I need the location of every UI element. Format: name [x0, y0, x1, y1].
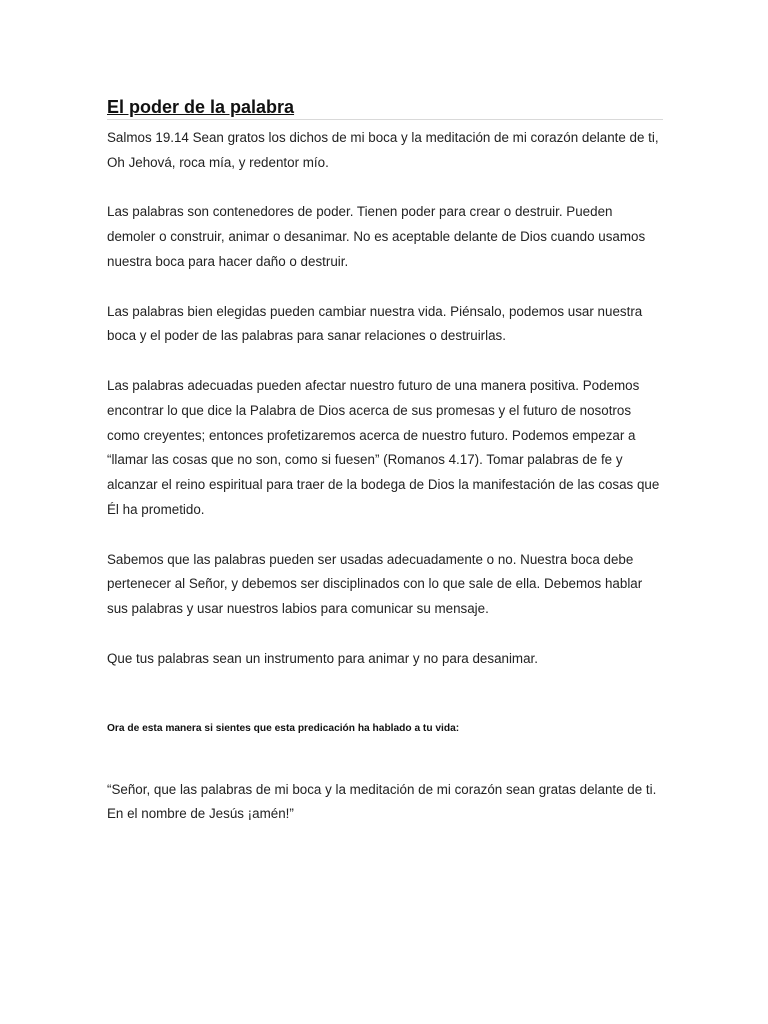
document-page — [107, 96, 663, 852]
paragraph-containers-of-power: Las palabras son contenedores de poder. Tienen poder para crear o destruir. Pueden demoler o construir, animar o desanimar. No es aceptable delante de Dios cuando usamos nuestra boca para hacer daño o destruir. — [107, 204, 646, 269]
paragraph-scripture: Salmos 19.14 Sean gratos los dichos de mi boca y la meditación de mi corazón delante de ti, Oh Jehová, roca mía, y redentor mío. — [107, 130, 659, 170]
prayer-text: “Señor, que las palabras de mi boca y la meditación de mi corazón sean gratas delante de ti. En el nombre de Jesús ¡amén!” — [107, 781, 657, 822]
paragraph-discipline: Sabemos que las palabras pueden ser usadas adecuadamente o no. Nuestra boca debe pertenecer al Señor, y debemos ser disciplinados con lo que sale de ella. Debemos hablar sus palabras y usar nuestros labios para comunicar su mensaje. — [107, 551, 643, 617]
paragraph-encourage: Que tus palabras sean un instrumento para animar y no para desanimar. — [107, 650, 538, 666]
prayer-intro: Ora de esta manera si sientes que esta predicación ha hablado a tu vida: — [107, 722, 460, 734]
paragraph-chosen-words: Las palabras bien elegidas pueden cambiar nuestra vida. Piénsalo, podemos usar nuestra boca y el poder de las palabras para sanar relaciones o destruirlas. — [107, 303, 643, 344]
paragraph-future: Las palabras adecuadas pueden afectar nuestro futuro de una manera positiva. Podemos encontrar lo que dice la Palabra de Dios acerca de sus promesas y el futuro de nosotros como creyentes; entonces profetizaremos acerca de nuestro futuro. Podemos empezar a “llamar las cosas que no son, como si fuesen” (Romanos 4.17). Tomar palabras de fe y alcanzar el reino espiritual para traer de la bodega de Dios la manifestación de las cosas que Él ha prometido. — [107, 377, 660, 517]
document-title: El poder de la palabra — [107, 97, 295, 117]
title-rule — [107, 96, 663, 120]
